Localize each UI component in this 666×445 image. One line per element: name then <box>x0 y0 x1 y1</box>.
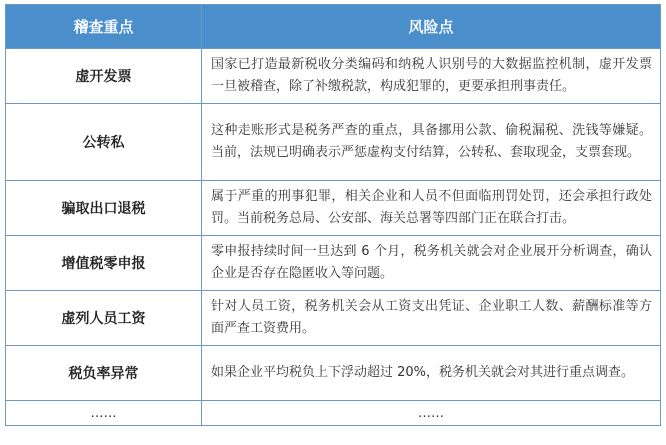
audit-focus-cell: 增值税零申报 <box>6 236 202 291</box>
table-row-ellipsis <box>6 401 661 426</box>
risk-point-cell: 属于严重的刑事犯罪，相关企业和人员不但面临刑罚处罚，还会承担行政处罚。当前税务总局、公安部、海关总署等四部门正在联合打击。 <box>202 181 661 236</box>
risk-point-cell: 零申报持续时间一旦达到 6 个月，税务机关就会对企业展开分析调查，确认企业是否存在隐匿收入等问题。 <box>202 236 661 291</box>
audit-focus-cell: 虚开发票 <box>6 49 202 104</box>
table-header-row <box>6 5 661 49</box>
risk-point-cell: 这种走账形式是税务严查的重点，具备挪用公款、偷税漏税、洗钱等嫌疑。当前，法规已明确表示严惩虚构支付结算，公转私、套取现金，支票套现。 <box>202 104 661 181</box>
table-row <box>6 49 661 104</box>
table-row <box>6 104 661 181</box>
table-row <box>6 236 661 291</box>
audit-focus-cell: 税负率异常 <box>6 346 202 401</box>
risk-point-cell: 针对人员工资，税务机关会从工资支出凭证、企业职工人数、薪酬标准等方面严查工资费用。 <box>202 291 661 346</box>
tax-audit-table <box>5 4 661 426</box>
ellipsis-risk-cell: …… <box>202 401 661 426</box>
audit-focus-cell: 公转私 <box>6 104 202 181</box>
header-audit-focus: 稽查重点 <box>6 5 202 49</box>
table-row <box>6 346 661 401</box>
audit-focus-cell: 虚列人员工资 <box>6 291 202 346</box>
ellipsis-focus-cell: …… <box>6 401 202 426</box>
audit-focus-cell: 骗取出口退税 <box>6 181 202 236</box>
table-row <box>6 181 661 236</box>
table-row <box>6 291 661 346</box>
header-risk-point: 风险点 <box>202 5 661 49</box>
risk-point-cell: 如果企业平均税负上下浮动超过 20%，税务机关就会对其进行重点调查。 <box>202 346 661 401</box>
risk-point-cell: 国家已打造最新税收分类编码和纳税人识别号的大数据监控机制，虚开发票一旦被稽查，除了补缴税款，构成犯罪的，更要承担刑事责任。 <box>202 49 661 104</box>
